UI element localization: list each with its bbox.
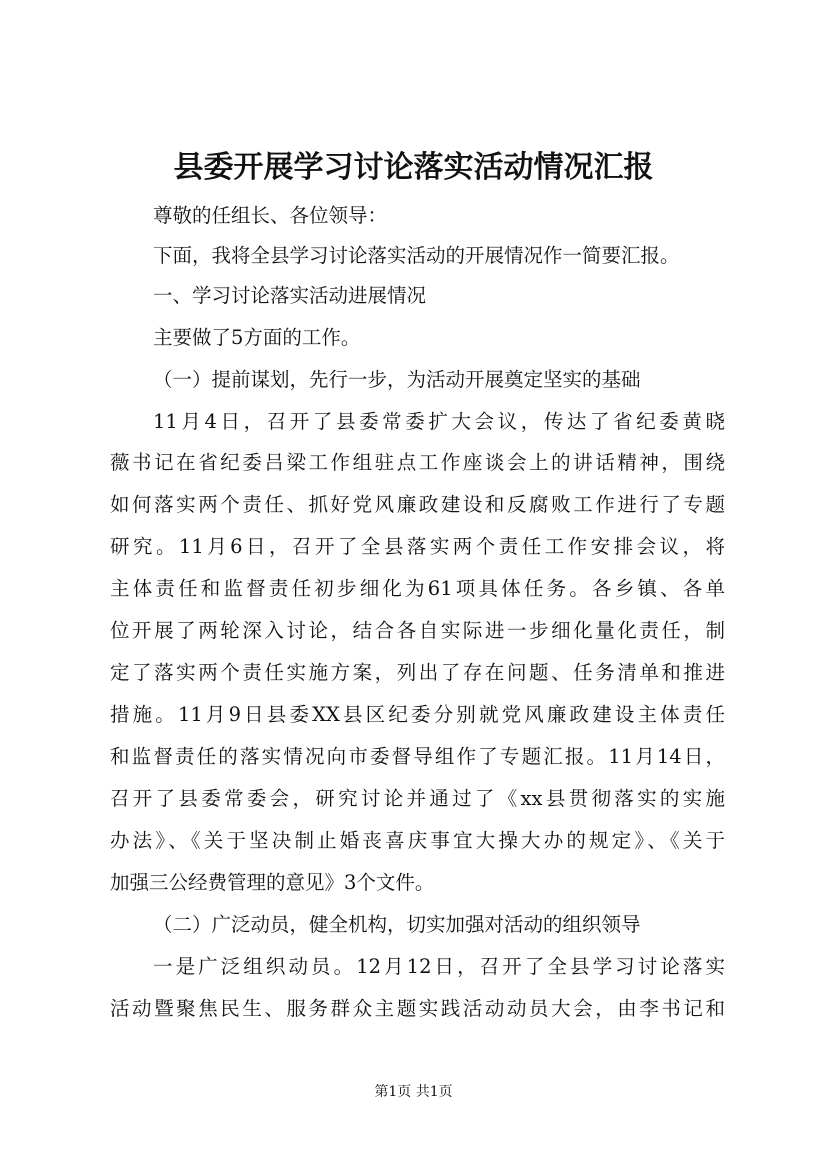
document-title: 县委开展学习讨论落实活动情况汇报 [173,150,654,185]
paragraph-line: 主体责任和监督责任初步细化为61项具体任务。各乡镇、各单 [110,577,725,600]
paragraph-line: 和监督责任的落实情况向市委督导组作了专题汇报。11月14日， [110,745,725,768]
section-heading-1: 一、学习讨论落实活动进展情况 [153,284,427,307]
paragraph-line: 如何落实两个责任、抓好党风廉政建设和反腐败工作进行了专题 [110,493,725,516]
paragraph-line: 研究。11月6日，召开了全县落实两个责任工作安排会议，将 [110,535,725,558]
salutation: 尊敬的任组长、各位领导： [153,204,388,227]
intro-paragraph: 下面，我将全县学习讨论落实活动的开展情况作一简要汇报。 [153,244,680,267]
page-footer: 第1页 共1页 [374,1084,453,1100]
paragraph-line: 召开了县委常委会，研究讨论并通过了《xx县贯彻落实的实施 [110,787,725,810]
summary-line: 主要做了5方面的工作。 [153,326,361,349]
paragraph-line: 措施。11月9日县委XX县区纪委分别就党风廉政建设主体责任 [110,703,725,726]
subsection-heading-2: （二）广泛动员，健全机构，切实加强对活动的组织领导 [153,913,641,936]
paragraph-line: 11月4日，召开了县委常委扩大会议，传达了省纪委黄晓 [153,410,725,433]
paragraph-line: 活动暨聚焦民生、服务群众主题实践活动动员大会，由李书记和 [110,997,725,1020]
paragraph-line: 位开展了两轮深入讨论，结合各自实际进一步细化量化责任，制 [110,619,725,642]
paragraph-line: 薇书记在省纪委吕梁工作组驻点工作座谈会上的讲话精神，围绕 [110,451,725,474]
paragraph-line: 定了落实两个责任实施方案，列出了存在问题、任务清单和推进 [110,661,725,684]
paragraph-line: 加强三公经费管理的意见》3个文件。 [110,871,435,894]
paragraph-line: 办法》、《关于坚决制止婚丧喜庆事宜大操大办的规定》、《关于 [110,829,725,852]
paragraph-line: 一是广泛组织动员。12月12日，召开了全县学习讨论落实 [153,955,725,978]
subsection-heading-1: （一）提前谋划，先行一步，为活动开展奠定坚实的基础 [153,368,641,391]
